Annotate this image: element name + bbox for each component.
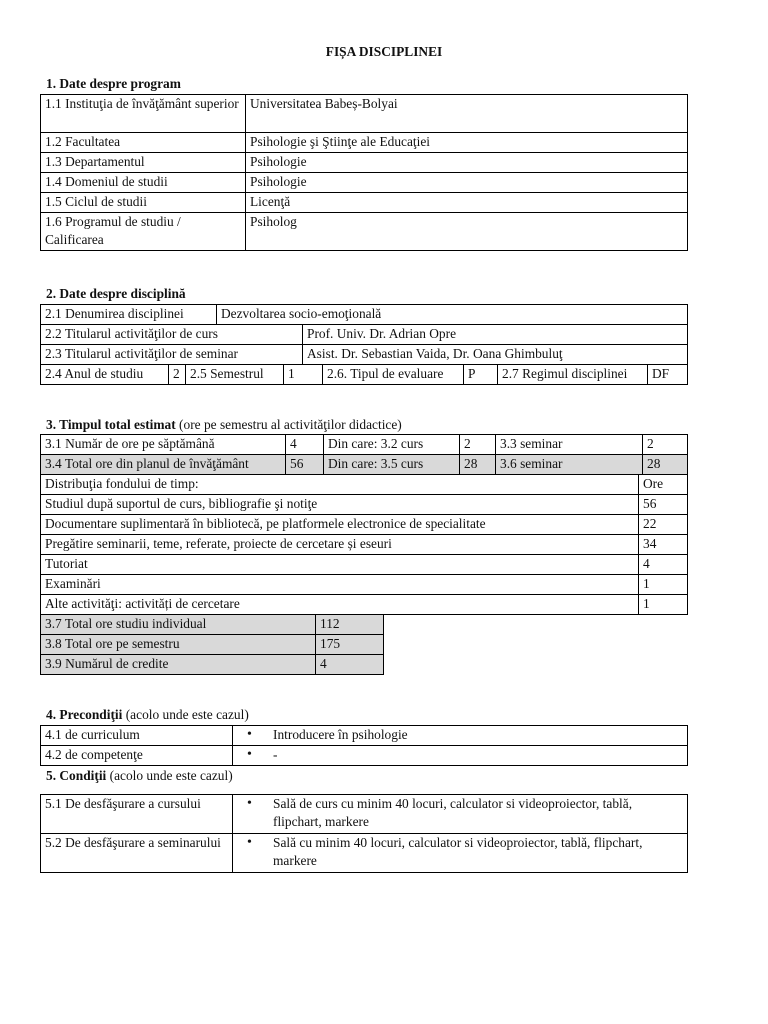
distribution-value: 4 (639, 555, 688, 575)
program-value: Licenţă (246, 193, 688, 213)
program-key: 1.4 Domeniul de studii (41, 173, 246, 193)
section-4-heading: 4. Precondiţii (acolo unde este cazul) (46, 707, 249, 722)
conditions-table (40, 794, 688, 873)
total-label: 3.8 Total ore pe semestru (41, 635, 316, 655)
program-value: Universitatea Babeș-Bolyai (246, 95, 688, 133)
distribution-label: Studiul după suportul de curs, bibliografie şi notiţe (41, 495, 639, 515)
total-value: 175 (316, 635, 384, 655)
hours-cell: 3.6 seminar (496, 455, 643, 475)
evaluation-value: P (464, 365, 498, 385)
hours-cell: 28 (643, 455, 688, 475)
precondition-value: • Introducere în psihologie (233, 726, 688, 746)
distribution-label: Tutoriat (41, 555, 639, 575)
precondition-label: 4.1 de curriculum (41, 726, 233, 746)
hours-cell: 2 (643, 435, 688, 455)
page-title: FIȘA DISCIPLINEI (325, 44, 443, 59)
distribution-label: Alte activităţi: activități de cercetare (41, 595, 639, 615)
program-value: Psihologie (246, 153, 688, 173)
hours-cell: 3.1 Număr de ore pe săptămână (41, 435, 286, 455)
section-5-heading: 5. Condiţii (acolo unde este cazul) (46, 768, 233, 783)
discipline-table-row4 (40, 364, 688, 385)
program-table (40, 94, 688, 251)
study-year-label: 2.4 Anul de studiu (41, 365, 169, 385)
condition-label: 5.2 De desfăşurare a seminarului (41, 834, 233, 873)
distribution-label: Distribuţia fondului de timp: (41, 475, 639, 495)
program-value: Psihologie (246, 173, 688, 193)
program-key: 1.3 Departamentul (41, 153, 246, 173)
distribution-value: 56 (639, 495, 688, 515)
discipline-key: 2.1 Denumirea disciplinei (41, 305, 217, 325)
distribution-value: 22 (639, 515, 688, 535)
section-2-heading: 2. Date despre disciplină (46, 286, 186, 301)
time-distribution-table (40, 474, 688, 615)
distribution-label: Documentare suplimentară în bibliotecă, pe platformele electronice de specialitate (41, 515, 639, 535)
hours-table (40, 434, 688, 475)
hours-cell: 56 (286, 455, 324, 475)
hours-cell: Din care: 3.5 curs (324, 455, 460, 475)
discipline-table-row1 (40, 304, 688, 325)
total-value: 4 (316, 655, 384, 675)
study-year-value: 2 (169, 365, 186, 385)
total-label: 3.7 Total ore studiu individual (41, 615, 316, 635)
program-key: 1.5 Ciclul de studii (41, 193, 246, 213)
discipline-key: 2.2 Titularul activităţilor de curs (41, 325, 303, 345)
precondition-label: 4.2 de competenţe (41, 746, 233, 766)
distribution-value: Ore (639, 475, 688, 495)
hours-cell: 2 (460, 435, 496, 455)
semester-label: 2.5 Semestrul (186, 365, 284, 385)
evaluation-label: 2.6. Tipul de evaluare (323, 365, 464, 385)
total-label: 3.9 Numărul de credite (41, 655, 316, 675)
semester-value: 1 (284, 365, 323, 385)
condition-value: • Sală cu minim 40 locuri, calculator si videoproiector, tablă, flipchart, markere (233, 834, 688, 873)
distribution-value: 1 (639, 575, 688, 595)
total-value: 112 (316, 615, 384, 635)
discipline-key: 2.3 Titularul activităţilor de seminar (41, 345, 303, 365)
distribution-value: 1 (639, 595, 688, 615)
program-value: Psihologie şi Ştiinţe ale Educaţiei (246, 133, 688, 153)
section-1-heading: 1. Date despre program (46, 76, 181, 91)
hours-cell: 3.3 seminar (496, 435, 643, 455)
program-key: 1.1 Instituţia de învăţământ superior (41, 95, 246, 133)
program-key: 1.6 Programul de studiu / Calificarea (41, 213, 246, 251)
distribution-label: Examinări (41, 575, 639, 595)
hours-cell: 4 (286, 435, 324, 455)
preconditions-table (40, 725, 688, 766)
discipline-value: Asist. Dr. Sebastian Vaida, Dr. Oana Ghimbuluţ (303, 345, 688, 365)
regime-label: 2.7 Regimul disciplinei (498, 365, 648, 385)
program-value: Psiholog (246, 213, 688, 251)
hours-cell: 3.4 Total ore din planul de învăţământ (41, 455, 286, 475)
regime-value: DF (648, 365, 688, 385)
distribution-value: 34 (639, 535, 688, 555)
program-key: 1.2 Facultatea (41, 133, 246, 153)
condition-value: • Sală de curs cu minim 40 locuri, calculator si videoproiector, tablă, flipchart, markere (233, 795, 688, 834)
hours-cell: 28 (460, 455, 496, 475)
discipline-value: Dezvoltarea socio-emoţională (217, 305, 688, 325)
hours-cell: Din care: 3.2 curs (324, 435, 460, 455)
discipline-table-rows23 (40, 324, 688, 365)
totals-table (40, 614, 384, 675)
section-3-heading: 3. Timpul total estimat (ore pe semestru al activităţilor didactice) (46, 417, 402, 432)
distribution-label: Pregătire seminarii, teme, referate, proiecte de cercetare și eseuri (41, 535, 639, 555)
discipline-value: Prof. Univ. Dr. Adrian Opre (303, 325, 688, 345)
condition-label: 5.1 De desfăşurare a cursului (41, 795, 233, 834)
precondition-value: • - (233, 746, 688, 766)
